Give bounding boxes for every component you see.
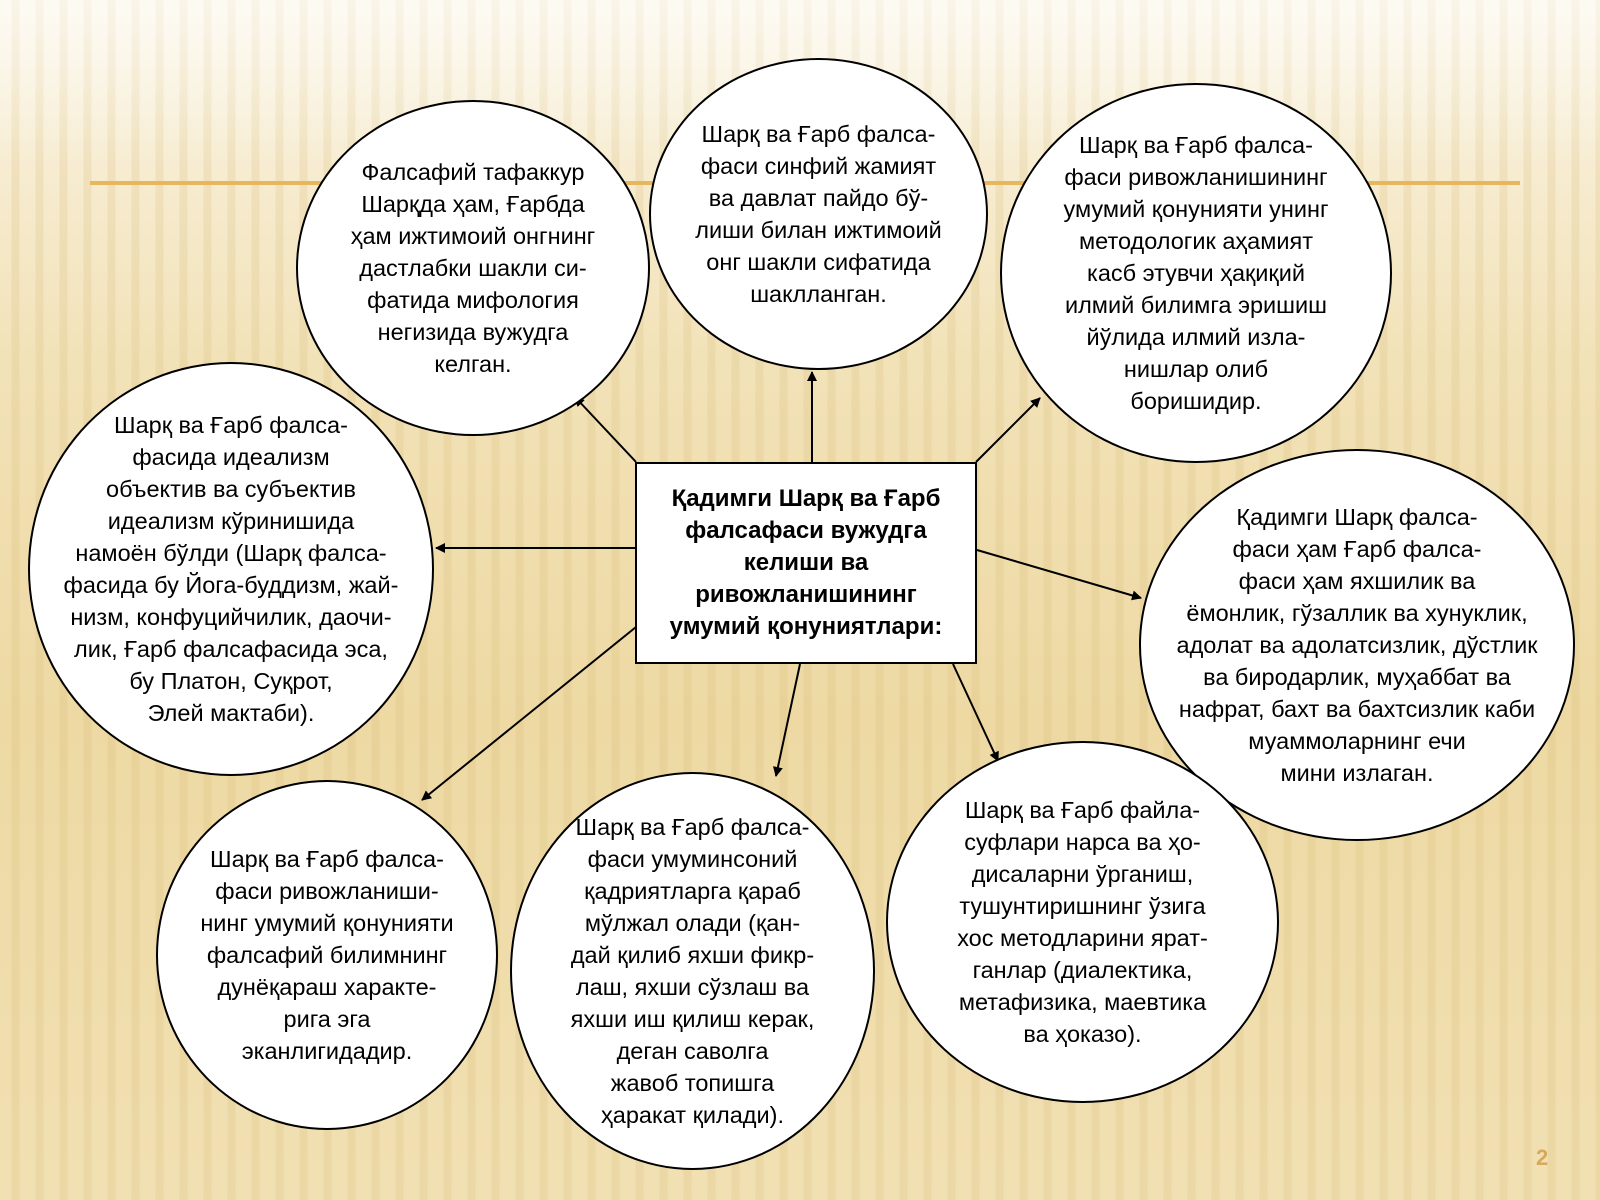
arrow-to-ethics: [977, 550, 1141, 598]
bubble-methods-text: Шарқ ва Ғарб файла- суфлари нарса ва ҳо- дисаларни ўрганиш, тушунтиришнинг ўзига хос методларини ярат- ганлар (диалектика, метафизика, маевтика ва ҳоказо).: [957, 797, 1208, 1047]
bubble-class-society-text: Шарқ ва Ғарб фалса- фаси синфий жамият ва давлат пайдо бў- лиши билан ижтимоий онг шакли сифатида шаклланган.: [695, 121, 942, 307]
bubble-values-text: Шарқ ва Ғарб фалса- фаси умуминсоний қадриятларга қараб мўлжал олади (қан- дай қилиб яхши фикр- лаш, яхши сўзлаш ва яхши иш қилиш керак, деган саволга жавоб топишга ҳаракат қилади).: [570, 814, 815, 1128]
arrow-to-worldview: [422, 627, 636, 800]
bubble-values: [510, 772, 875, 1170]
bubble-methods: [886, 741, 1279, 1103]
bubble-ethics-text: Қадимги Шарқ фалса- фаси ҳам Ғарб фалса- фаси ҳам яхшилик ва ёмонлик, гўзаллик ва хунуклик, адолат ва адолатсизлик, дўстлик ва биродарлик, муҳаббат ва нафрат, бахт ва бахтсизлик каби муаммоларнинг ечи мини излаган.: [1176, 504, 1538, 786]
bubble-worldview-text: Шарқ ва Ғарб фалса- фаси ривожланиши- нинг умумий қонунияти фалсафий билимнинг дунёқараш характе- рига эга эканлигидадир.: [200, 846, 454, 1064]
bubble-mythology-text: Фалсафий тафаккур Шарқда ҳам, Ғарбда ҳам ижтимоий онгнинг дастлабки шакли си- фатида мифология негизида вужудга келган.: [350, 159, 596, 377]
center-topic-title: Қадимги Шарқ ва Ғарб фалсафаси вужудга келиши ва ривожланишининг умумий қонуниятлари:: [669, 485, 943, 640]
bubble-worldview: [156, 780, 498, 1130]
bubble-idealism: [28, 362, 434, 776]
bubble-idealism-text: Шарқ ва Ғарб фалса- фасида идеализм объектив ва субъектив идеализм кўринишида намоён бўлди (Шарқ фалса- фасида бу Йога-буддизм, жай- низм, конфуцийчилик, даочи- лик, Ғарб фалсафасида эса, бу Платон, Суқрот, Элей мактаби).: [63, 412, 399, 726]
bubble-methodology-text: Шарқ ва Ғарб фалса- фаси ривожланишининг умумий қонунияти унинг методологик аҳамият касб этувчи ҳақиқий илмий билимга эришиш йўлида илмий изла- нишлар олиб боришидир.: [1063, 132, 1329, 414]
bubble-methodology: [1000, 83, 1392, 463]
center-topic-box: [635, 462, 977, 664]
arrow-to-methods: [953, 664, 998, 761]
arrow-to-mythology: [575, 397, 636, 462]
arrow-to-values: [776, 664, 800, 776]
arrow-to-methodology: [976, 398, 1040, 462]
bubble-mythology: [296, 100, 650, 436]
page-number: 2: [1536, 1145, 1549, 1170]
bubble-class-society: [649, 58, 988, 370]
